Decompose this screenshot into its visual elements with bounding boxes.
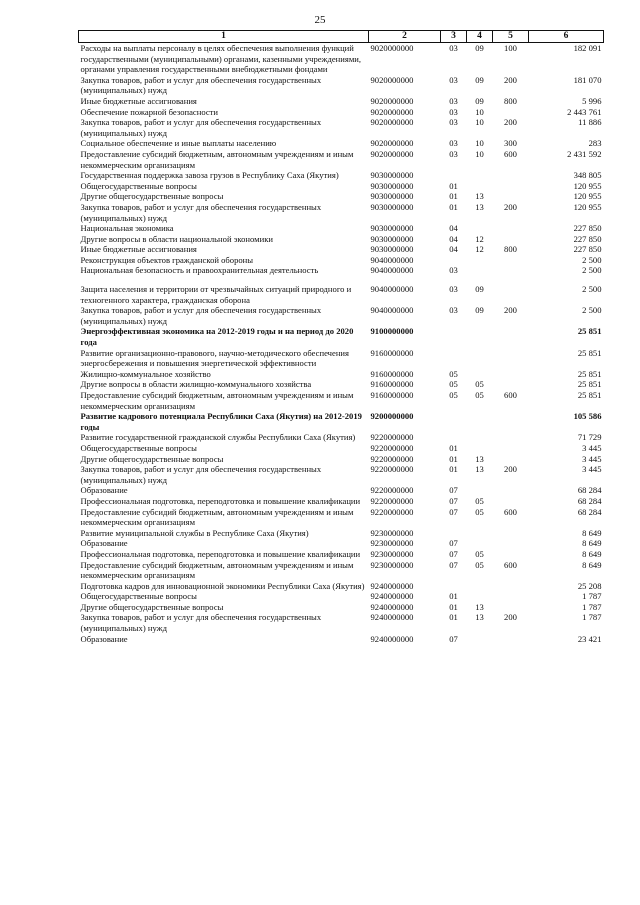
row-name-cell: Образование [80,538,128,549]
row-subsection-cell: 05 [475,495,484,506]
row-expense-type-cell: 100 [504,43,517,53]
row-section-cell [441,255,467,266]
row-code-cell: 9220000000 [370,495,414,506]
row-code-cell: 9030000000 [370,201,414,212]
row-name-cell: Общегосударственные вопросы [80,180,197,191]
row-name-cell: Другие общегосударственные вопросы [80,601,224,612]
row-name-cell: Общегосударственные вопросы [80,591,197,602]
row-subsection-cell: 09 [475,95,484,106]
spacer-cell [493,276,529,284]
row-code-cell: 9240000000 [370,580,414,591]
row-subsection-cell: 12 [475,244,484,255]
column-header: 5 [493,31,529,43]
row-name-cell: Предоставление субсидий бюджетным, автономным учреждениям и иным некоммерческим организациям [80,148,354,170]
column-header: 4 [467,31,493,43]
row-expense-type-cell [493,549,529,560]
row-name-cell: Иные бюджетные ассигнования [80,244,197,255]
row-code-cell: 9020000000 [370,43,414,53]
row-section-cell: 07 [449,485,458,496]
table-row [79,464,604,485]
row-sum-cell: 25 851 [577,326,602,337]
row-code-cell: 9240000000 [370,633,414,644]
column-header: 2 [369,31,441,43]
row-code-cell: 9030000000 [370,180,414,191]
row-code-cell: 9240000000 [370,612,414,623]
row-section-cell: 03 [449,43,458,53]
table-row [79,348,604,369]
row-name-cell: Предоставление субсидий бюджетным, автономным учреждениям и иным некоммерческим организациям [80,390,354,411]
row-expense-type-cell [493,326,529,347]
table-row [79,117,604,138]
row-expense-type-cell: 200 [504,201,517,212]
row-subsection-cell: 13 [475,201,484,212]
row-subsection-cell [467,411,493,432]
row-expense-type-cell: 600 [504,559,517,570]
table-row [79,107,604,118]
table-row [79,507,604,528]
row-expense-type-cell [493,432,529,443]
table-row [79,581,604,592]
row-subsection-cell [467,326,493,347]
row-section-cell: 01 [449,601,458,612]
row-expense-type-cell [493,485,529,496]
row-expense-type-cell: 200 [504,117,517,128]
table-row [79,390,604,411]
row-name-cell: Предоставление субсидий бюджетным, автономным учреждениям и иным некоммерческим организациям [80,559,354,581]
row-subsection-cell: 10 [475,117,484,128]
table-row [79,560,604,581]
row-code-cell: 9020000000 [370,138,414,149]
row-name-cell: Другие вопросы в области жилищно-коммунального хозяйства [80,379,312,390]
row-sum-cell: 120 955 [573,180,602,191]
row-expense-type-cell [493,634,529,645]
row-section-cell: 04 [449,233,458,244]
row-expense-type-cell [493,191,529,202]
table-row [79,96,604,107]
row-section-cell: 05 [449,379,458,390]
row-sum-cell: 2 500 [582,265,602,276]
row-expense-type-cell [493,234,529,245]
row-expense-type-cell [493,223,529,234]
table-row [79,75,604,96]
row-code-cell: 9040000000 [370,265,414,276]
row-subsection-cell: 13 [475,464,484,475]
row-sum-cell: 227 850 [573,244,602,255]
row-code-cell: 9230000000 [370,548,414,559]
table-row [79,138,604,149]
row-code-cell: 9020000000 [370,148,414,159]
row-sum-cell: 105 586 [573,411,602,422]
row-section-cell: 03 [449,117,458,128]
row-section-cell: 03 [449,305,458,316]
row-sum-cell: 227 850 [573,233,602,244]
row-section-cell: 01 [449,464,458,475]
row-name-cell: Закупка товаров, работ и услуг для обеспечения государственных (муниципальных) нужд [80,464,322,485]
table-row [79,528,604,539]
row-expense-type-cell [493,379,529,390]
row-section-cell: 07 [449,495,458,506]
row-sum-cell: 8 649 [582,527,602,538]
row-section-cell: 07 [449,506,458,517]
row-subsection-cell [467,181,493,192]
table-row [79,305,604,326]
spacer-cell [369,276,441,284]
row-subsection-cell: 13 [475,453,484,464]
row-section-cell: 07 [449,559,458,570]
row-section-cell: 01 [449,201,458,212]
row-subsection-cell [467,432,493,443]
row-sum-cell: 2 500 [582,305,602,316]
row-subsection-cell [467,538,493,549]
row-code-cell: 9220000000 [370,506,414,517]
row-section-cell [441,170,467,181]
row-sum-cell: 25 208 [577,580,602,591]
row-subsection-cell: 05 [475,506,484,517]
row-code-cell: 9020000000 [370,117,414,128]
row-name-cell: Закупка товаров, работ и услуг для обеспечения государственных (муниципальных) нужд [80,74,322,96]
row-subsection-cell [467,255,493,266]
row-section-cell [441,581,467,592]
row-name-cell: Иные бюджетные ассигнования [80,95,197,106]
row-code-cell: 9160000000 [370,379,414,390]
table-row [79,454,604,465]
row-code-cell: 9020000000 [370,74,414,85]
row-section-cell: 01 [449,591,458,602]
row-expense-type-cell: 800 [504,244,517,255]
row-subsection-cell: 10 [475,138,484,149]
row-subsection-cell [467,170,493,181]
row-sum-cell: 1 787 [582,612,602,623]
row-subsection-cell: 09 [475,74,484,85]
table-row [79,265,604,276]
row-name-cell: Закупка товаров, работ и услуг для обеспечения государственных (муниципальных) нужд [80,305,322,326]
row-expense-type-cell [493,284,529,305]
row-subsection-cell: 13 [475,191,484,202]
row-name-cell: Другие общегосударственные вопросы [80,191,224,202]
row-code-cell: 9240000000 [370,591,414,602]
row-code-cell: 9220000000 [370,464,414,475]
row-expense-type-cell [493,496,529,507]
row-sum-cell: 25 851 [577,379,602,390]
row-sum-cell: 227 850 [573,223,602,234]
row-name-cell: Другие общегосударственные вопросы [80,453,224,464]
row-code-cell: 9040000000 [370,254,414,265]
row-code-cell: 9160000000 [370,347,414,358]
row-code-cell: 9040000000 [370,284,414,295]
row-name-cell: Развитие организационно-правового, научно-методического обеспечения энергосбережения и повышения энергетической эффективности [80,347,349,369]
row-expense-type-cell [493,369,529,380]
row-sum-cell: 2 500 [582,254,602,265]
table-header-row [79,31,604,43]
table-row [79,284,604,305]
column-header: 6 [529,31,604,43]
row-name-cell: Государственная поддержка завоза грузов в Республику Саха (Якутия) [80,170,339,181]
row-subsection-cell [467,369,493,380]
row-expense-type-cell: 200 [504,612,517,623]
row-subsection-cell [467,581,493,592]
row-section-cell: 01 [449,191,458,202]
row-section-cell: 04 [449,223,458,234]
table-row [79,443,604,454]
row-sum-cell: 348 805 [573,170,602,181]
row-section-cell: 01 [449,442,458,453]
row-name-cell: Профессиональная подготовка, переподготовка и повышение квалификации [80,495,361,506]
row-sum-cell: 3 445 [582,453,602,464]
row-name-cell: Закупка товаров, работ и услуг для обеспечения государственных (муниципальных) нужд [80,117,322,138]
table-row [79,255,604,266]
row-name-cell: Подготовка кадров для инновационной экономики Республики Саха (Якутия) [80,580,365,591]
row-name-cell: Закупка товаров, работ и услуг для обеспечения государственных (муниципальных) нужд [80,612,322,634]
row-code-cell: 9220000000 [370,442,414,453]
row-sum-cell: 68 284 [577,506,602,517]
row-expense-type-cell [493,602,529,613]
row-sum-cell: 25 851 [577,347,602,358]
row-section-cell: 03 [449,138,458,149]
row-code-cell: 9220000000 [370,432,414,443]
row-name-cell: Обеспечение пожарной безопасности [80,106,219,117]
row-expense-type-cell [493,538,529,549]
row-sum-cell: 2 443 761 [567,106,602,117]
row-section-cell: 04 [449,244,458,255]
row-code-cell: 9160000000 [370,368,414,379]
row-name-cell: Энергоэффективная экономика на 2012-2019 годы и на период до 2020 года [80,326,354,348]
row-sum-cell: 8 649 [582,548,602,559]
table-row [79,223,604,234]
table-row [79,170,604,181]
row-name-cell: Развитие государственной гражданской службы Республики Саха (Якутия) [80,432,356,443]
row-expense-type-cell: 300 [504,138,517,149]
row-code-cell: 9160000000 [370,390,414,400]
row-subsection-cell: 13 [475,601,484,612]
row-subsection-cell [467,223,493,234]
table-row [79,549,604,560]
row-sum-cell: 8 649 [582,559,602,570]
row-expense-type-cell [493,170,529,181]
row-code-cell: 9030000000 [370,244,414,255]
row-section-cell: 03 [449,95,458,106]
row-code-cell: 9220000000 [370,453,414,464]
row-name-cell: Жилищно-коммунальное хозяйство [80,368,211,379]
row-section-cell [441,326,467,347]
row-code-cell: 9220000000 [370,485,414,496]
row-section-cell: 03 [449,148,458,159]
row-sum-cell: 5 996 [582,95,602,106]
row-section-cell: 05 [449,390,458,400]
row-section-cell: 03 [449,265,458,276]
row-expense-type-cell [493,411,529,432]
row-code-cell: 9030000000 [370,233,414,244]
row-expense-type-cell [493,581,529,592]
row-expense-type-cell [493,107,529,118]
row-sum-cell: 120 955 [573,191,602,202]
table-row [79,43,604,75]
row-section-cell [441,348,467,369]
row-sum-cell: 2 431 592 [567,148,602,159]
row-expense-type-cell [493,255,529,266]
row-name-cell: Защита населения и территории от чрезвычайных ситуаций природного и техногенного характера, гражданская оборона [80,284,352,305]
table-row [79,234,604,245]
row-sum-cell: 11 886 [578,117,602,128]
row-subsection-cell: 05 [475,559,484,570]
row-subsection-cell: 09 [475,305,484,316]
row-subsection-cell [467,485,493,496]
row-expense-type-cell: 600 [504,506,517,517]
column-header: 1 [79,31,369,43]
spacer-cell [79,276,369,284]
table-row [79,612,604,633]
row-code-cell: 9240000000 [370,601,414,612]
table-row [79,326,604,347]
column-header: 3 [441,31,467,43]
row-section-cell: 05 [449,368,458,379]
row-expense-type-cell [493,348,529,369]
row-expense-type-cell: 200 [504,464,517,475]
row-expense-type-cell [493,591,529,602]
row-code-cell: 9030000000 [370,223,414,234]
row-sum-cell: 71 729 [577,432,602,443]
row-code-cell: 9020000000 [370,95,414,106]
row-expense-type-cell [493,181,529,192]
row-name-cell: Социальное обеспечение и иные выплаты населению [80,138,277,149]
row-sum-cell: 68 284 [577,485,602,496]
row-subsection-cell: 13 [475,612,484,623]
table-row [79,181,604,192]
row-name-cell: Расходы на выплаты персоналу в целях обеспечения выполнения функций государственными (муниципальными) органами, казенными учреждениями, органами управления государственными внебюджетными фондами [80,43,362,75]
row-expense-type-cell [493,265,529,276]
table-row [79,411,604,432]
budget-table [78,30,604,644]
row-expense-type-cell [493,528,529,539]
row-sum-cell: 1 787 [582,601,602,612]
table-row [79,379,604,390]
table-row [79,191,604,202]
row-section-cell: 01 [449,180,458,191]
row-sum-cell: 1 787 [582,591,602,602]
table-spacer-row [79,276,604,284]
row-subsection-cell: 09 [475,284,484,295]
row-sum-cell: 182 091 [573,43,602,53]
row-code-cell: 9030000000 [370,170,414,181]
row-expense-type-cell: 200 [504,305,517,316]
table-row [79,432,604,443]
row-section-cell: 01 [449,612,458,623]
row-section-cell: 03 [449,74,458,85]
row-name-cell: Развитие кадрового потенциала Республики Саха (Якутия) на 2012-2019 годы [80,411,362,432]
row-sum-cell: 25 851 [577,390,602,400]
row-subsection-cell [467,528,493,539]
row-subsection-cell: 05 [475,548,484,559]
row-subsection-cell: 10 [475,148,484,159]
row-expense-type-cell [493,454,529,465]
row-name-cell: Общегосударственные вопросы [80,442,197,453]
row-expense-type-cell: 800 [504,95,517,106]
row-section-cell: 07 [449,633,458,644]
row-sum-cell: 120 955 [573,201,602,212]
row-expense-type-cell: 200 [504,74,517,85]
row-sum-cell: 23 421 [577,633,602,644]
row-expense-type-cell: 600 [504,148,517,159]
row-code-cell: 9020000000 [370,106,414,117]
row-name-cell: Другие вопросы в области национальной экономики [80,233,273,244]
row-section-cell: 03 [449,106,458,117]
row-code-cell: 9200000000 [370,411,414,422]
row-code-cell: 9100000000 [370,326,414,337]
row-sum-cell: 181 070 [573,74,602,85]
row-code-cell: 9230000000 [370,559,414,570]
table-row [79,538,604,549]
row-sum-cell: 283 [588,138,602,149]
table-row [79,244,604,255]
table-row [79,496,604,507]
row-code-cell: 9030000000 [370,191,414,202]
row-name-cell: Национальная экономика [80,223,174,234]
row-section-cell [441,411,467,432]
table-row [79,591,604,602]
row-code-cell: 9230000000 [370,538,414,549]
row-sum-cell: 8 649 [582,538,602,549]
row-name-cell: Развитие муниципальной службы в Республике Саха (Якутия) [80,527,309,538]
row-name-cell: Закупка товаров, работ и услуг для обеспечения государственных (муниципальных) нужд [80,201,322,223]
table-row [79,202,604,223]
row-section-cell: 07 [449,548,458,559]
row-name-cell: Профессиональная подготовка, переподготовка и повышение квалификации [80,548,361,559]
row-section-cell: 01 [449,453,458,464]
row-subsection-cell: 05 [475,390,484,400]
row-sum-cell: 2 500 [582,284,602,295]
row-name-cell: Образование [80,485,128,496]
row-name-cell: Национальная безопасность и правоохранительная деятельность [80,265,319,276]
row-code-cell: 9230000000 [370,527,414,538]
row-subsection-cell: 12 [475,233,484,244]
table-row [79,634,604,645]
table-row [79,369,604,380]
row-sum-cell: 25 851 [577,368,602,379]
row-subsection-cell: 09 [475,43,484,53]
row-section-cell: 03 [449,284,458,295]
row-subsection-cell [467,634,493,645]
row-name-cell: Реконструкция объектов гражданской обороны [80,254,254,265]
row-subsection-cell [467,265,493,276]
row-section-cell [441,432,467,443]
row-subsection-cell [467,348,493,369]
row-subsection-cell: 05 [475,379,484,390]
row-name-cell: Предоставление субсидий бюджетным, автономным учреждениям и иным некоммерческим организациям [80,506,354,528]
spacer-cell [467,276,493,284]
row-sum-cell: 68 284 [577,495,602,506]
row-subsection-cell [467,443,493,454]
row-subsection-cell: 10 [475,106,484,117]
row-section-cell: 07 [449,538,458,549]
row-sum-cell: 3 445 [582,464,602,475]
row-sum-cell: 3 445 [582,442,602,453]
row-code-cell: 9040000000 [370,305,414,316]
row-expense-type-cell: 600 [504,390,517,400]
table-row [79,149,604,170]
table-row [79,485,604,496]
row-expense-type-cell [493,443,529,454]
page-number: 25 [314,14,326,26]
spacer-cell [441,276,467,284]
row-name-cell: Образование [80,633,128,644]
table-row [79,602,604,613]
spacer-cell [529,276,604,284]
row-section-cell [441,528,467,539]
row-subsection-cell [467,591,493,602]
